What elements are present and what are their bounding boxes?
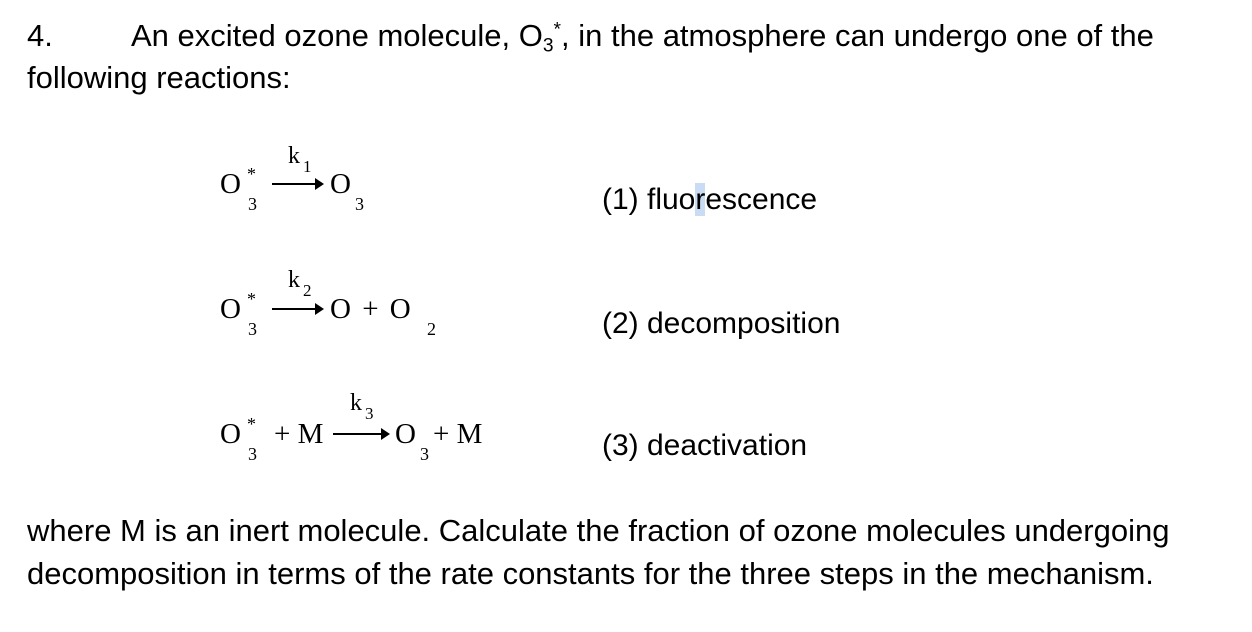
reaction-2-reactant-star: * [247,289,256,309]
question-intro-text-2: , in the atmosphere can undergo one of the [561,18,1154,53]
reaction-2-label: (2) decomposition [602,307,841,340]
question-intro-subscript: 3 [542,35,554,57]
reaction-2-product-subscript: 2 [427,319,436,339]
reaction-3-product: O [395,418,416,450]
conclusion-line1: where M is an inert molecule. Calculate the fraction of ozone molecules undergoing [27,513,1170,548]
reaction-2-products: O + O [330,293,411,325]
reaction-3-arrow [333,433,388,435]
reaction-1-product-subscript: 3 [355,194,364,214]
reaction-3-inert-reactant: + M [274,418,324,450]
reaction-1-reactant-star: * [247,164,256,184]
reaction-1-rate-constant: k [288,143,300,169]
reaction-3-reactant: O [220,418,241,450]
reaction-1-reactant-subscript: 3 [248,194,257,214]
conclusion-line2: decomposition in terms of the rate constants for the three steps in the mechanism. [27,556,1154,591]
reaction-1-arrow [272,183,322,185]
reaction-3-inert-product: + M [433,418,483,450]
reaction-3-product-subscript: 3 [420,444,429,464]
reaction-3-reactant-subscript: 3 [248,444,257,464]
question-number: 4. [27,18,53,53]
reaction-2-reactant: O [220,293,241,325]
reaction-3-rate-constant: k [350,390,362,416]
reaction-1-rate-constant-subscript: 1 [303,157,312,176]
reaction-2-reactant-subscript: 3 [248,319,257,339]
reaction-2-rate-constant-subscript: 2 [303,281,312,300]
reaction-3-reactant-star: * [247,414,256,434]
reaction-1-reactant: O [220,168,241,200]
question-intro-line2: following reactions: [27,60,291,95]
question-intro [131,18,1154,57]
reaction-1-label: (1) fluorescence [602,183,818,216]
reaction-1-product: O [330,168,351,200]
reaction-2-arrow [272,308,322,310]
reaction-3-rate-constant-subscript: 3 [365,404,374,423]
question-intro-text: An excited ozone molecule, O [131,18,543,53]
question-intro-superscript: * [553,19,562,41]
reaction-2-rate-constant: k [288,267,300,293]
reaction-3-label: (3) deactivation [602,429,808,462]
